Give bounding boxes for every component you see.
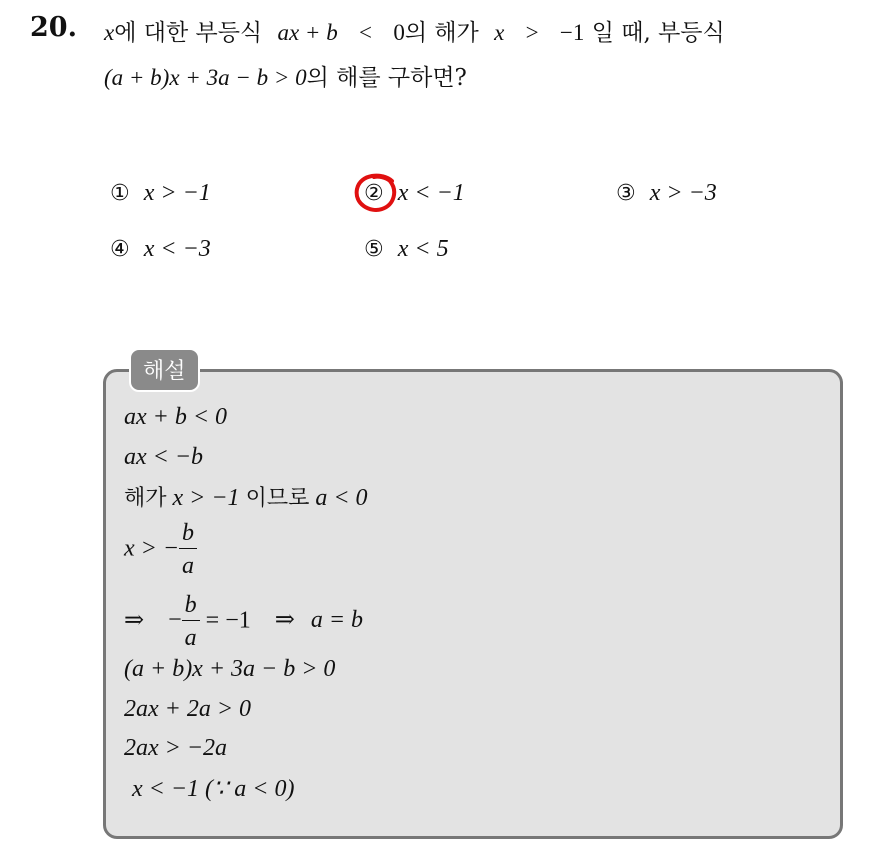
choice-number: ④ (110, 237, 130, 262)
answer-mark-circle-icon (352, 171, 400, 215)
fraction-b-over-a: $\frac{b}{a}$ (182, 592, 200, 652)
choice-text: x < −3 (143, 236, 211, 262)
sol-text: 이므로 (245, 486, 310, 511)
choice-5[interactable] (364, 236, 449, 263)
question-line-2 (104, 59, 467, 92)
choice-4[interactable] (110, 236, 211, 263)
solution-line-6: (a + b)x + 3a − b > 0 (124, 656, 336, 682)
choice-text: x > −3 (649, 180, 717, 206)
implies-icon: ⇒ (124, 607, 145, 634)
q-text: 의 해가 (404, 20, 479, 46)
sol-expr: x > − (124, 535, 180, 562)
choice-number: ② (364, 181, 384, 206)
choice-text: x > −1 (143, 180, 211, 206)
q-var-x: x (104, 20, 115, 45)
sol-expr: a < 0 (315, 485, 368, 511)
sol-minus: − (168, 607, 182, 634)
q-text: 의 해를 구하면? (306, 65, 467, 91)
choice-number: ③ (616, 181, 636, 206)
choice-text: x < −1 (397, 180, 465, 206)
sol-expr: x > −1 (172, 485, 240, 511)
choice-text: x < 5 (397, 236, 449, 262)
choice-number: ① (110, 181, 130, 206)
q-zero: 0 (393, 20, 405, 45)
question-number: 20. (30, 12, 77, 43)
solution-tag: 해설 (129, 348, 200, 392)
solution-line-5 (124, 592, 363, 652)
solution-line-2: ax < −b (124, 444, 204, 470)
fraction-b-over-a: $\frac{b}{a}$ (179, 520, 197, 580)
solution-line-3 (124, 481, 368, 512)
choice-1[interactable] (110, 180, 211, 207)
question-line-1 (104, 14, 725, 47)
implies-icon: ⇒ (274, 607, 295, 634)
sol-expr: a = b (310, 607, 364, 634)
sol-expr: = −1 (205, 607, 251, 634)
choice-number: ⑤ (364, 237, 384, 262)
solution-line-9: x < −1 (∵ a < 0) (132, 776, 295, 802)
solution-line-1: ax + b < 0 (124, 404, 228, 430)
q-text: 에 대한 부등식 (114, 20, 263, 46)
q-var-x: x (494, 20, 505, 45)
solution-line-7: 2ax + 2a > 0 (124, 696, 252, 722)
q-lt: < (359, 20, 372, 45)
sol-text: 해가 (124, 486, 167, 511)
q-inequality: (a + b)x + 3a − b > 0 (104, 65, 307, 90)
solution-line-8: 2ax > −2a (124, 735, 228, 761)
q-neg-one: −1 (559, 20, 585, 45)
q-text: 일 때, 부등식 (591, 20, 725, 46)
q-gt: > (525, 20, 539, 45)
choice-3[interactable] (616, 180, 717, 207)
q-expr: ax + b (277, 20, 338, 45)
solution-line-4 (124, 520, 197, 580)
